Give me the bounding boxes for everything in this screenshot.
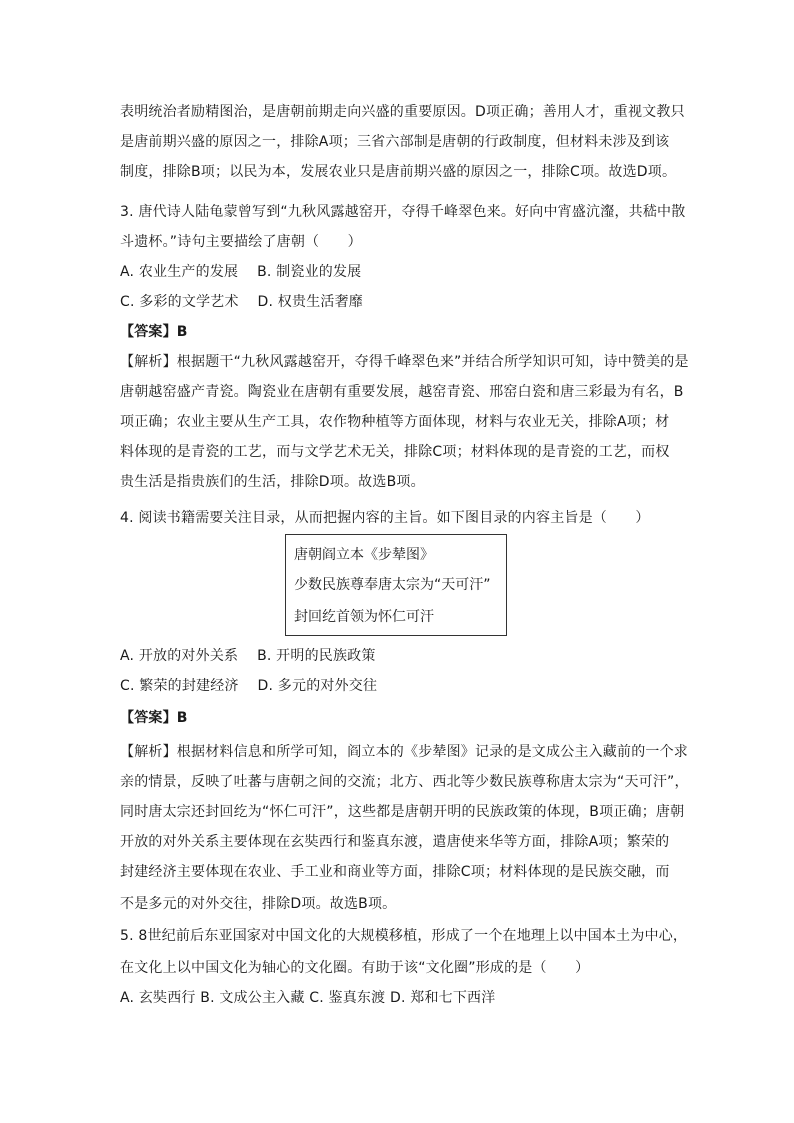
question-4-answer: 【答案】B — [120, 710, 188, 726]
question-3-stem: 3. 唐代诗人陆龟蒙曾写到“九秋风露越窑开，夺得千峰翠色来。好向中宵盛沆瀣，共嵇中散 — [120, 204, 686, 220]
question-4-analysis: 开放的对外关系主要体现在玄奘西行和鉴真东渡，遣唐使来华等方面，排除A项；繁荣的 — [120, 834, 670, 850]
question-3-answer: 【答案】B — [120, 324, 188, 340]
question-4-analysis: 不是多元的对外交往，排除D项。故选B项。 — [120, 896, 397, 912]
text-line: 制度，排除B项；以民为本，发展农业只是唐前期兴盛的原因之一，排除C项。故选D项。 — [120, 164, 677, 180]
question-3-analysis: 项正确；农业主要从生产工具，农作物种植等方面体现，材料与农业无关，排除A项；材 — [120, 414, 670, 430]
question-3-analysis: 【解析】根据题干“九秋风露越窑开，夺得千峰翠色来”并结合所学知识可知，诗中赞美的是 — [120, 354, 689, 370]
question-3-analysis: 料体现的是青瓷的工艺，而与文学艺术无关，排除C项；材料体现的是青瓷的工艺，而权 — [120, 444, 670, 460]
question-3-analysis: 贵生活是指贵族们的生活，排除D项。故选B项。 — [120, 474, 425, 490]
text-line: 表明统治者励精图治，是唐朝前期走向兴盛的重要原因。D项正确；善用人才，重视文教只 — [120, 104, 685, 120]
question-3-options: A. 农业生产的发展 B. 制瓷业的发展 — [120, 264, 362, 280]
question-5-stem: 5. 8世纪前后东亚国家对中国文化的大规模移植，形成了一个在地理上以中国本土为中心， — [120, 928, 688, 944]
question-3-analysis: 唐朝越窑盛产青瓷。陶瓷业在唐朝有重要发展，越窑青瓷、邢窑白瓷和唐三彩最为有名，B — [120, 384, 684, 400]
question-3-options: C. 多彩的文学艺术 D. 权贵生活奢靡 — [120, 294, 364, 310]
question-4-options: C. 繁荣的封建经济 D. 多元的对外交往 — [120, 678, 378, 694]
question-3-stem: 斗遗杯。”诗句主要描绘了唐朝（ ） — [120, 234, 362, 250]
question-4-analysis: 【解析】根据材料信息和所学可知，阎立本的《步辇图》记录的是文成公主入藏前的一个求 — [120, 744, 688, 760]
contents-item: 封回纥首领为怀仁可汗 — [294, 609, 434, 625]
question-4-options: A. 开放的对外关系 B. 开明的民族政策 — [120, 648, 376, 664]
question-5-options: A. 玄奘西行 B. 文成公主入藏 C. 鉴真东渡 D. 郑和七下西洋 — [120, 990, 496, 1006]
question-4-analysis: 亲的情景，反映了吐蕃与唐朝之间的交流；北方、西北等少数民族尊称唐太宗为“天可汗”， — [120, 774, 689, 790]
contents-box — [285, 534, 507, 636]
question-4-analysis: 同时唐太宗还封回纥为“怀仁可汗”，这些都是唐朝开明的民族政策的体现，B项正确；唐朝 — [120, 804, 685, 820]
question-4-stem: 4. 阅读书籍需要关注目录，从而把握内容的主旨。如下图目录的内容主旨是（ ） — [120, 510, 650, 526]
text-line: 是唐前期兴盛的原因之一，排除A项；三省六部制是唐朝的行政制度，但材料未涉及到该 — [120, 134, 670, 150]
question-4-analysis: 封建经济主要体现在农业、手工业和商业等方面，排除C项；材料体现的是民族交融，而 — [120, 864, 670, 880]
contents-item: 少数民族尊奉唐太宗为“天可汗” — [294, 577, 491, 593]
contents-item: 唐朝阎立本《步辇图》 — [294, 547, 434, 563]
question-5-stem: 在文化上以中国文化为轴心的文化圈。有助于该“文化圈”形成的是（ ） — [120, 960, 590, 976]
